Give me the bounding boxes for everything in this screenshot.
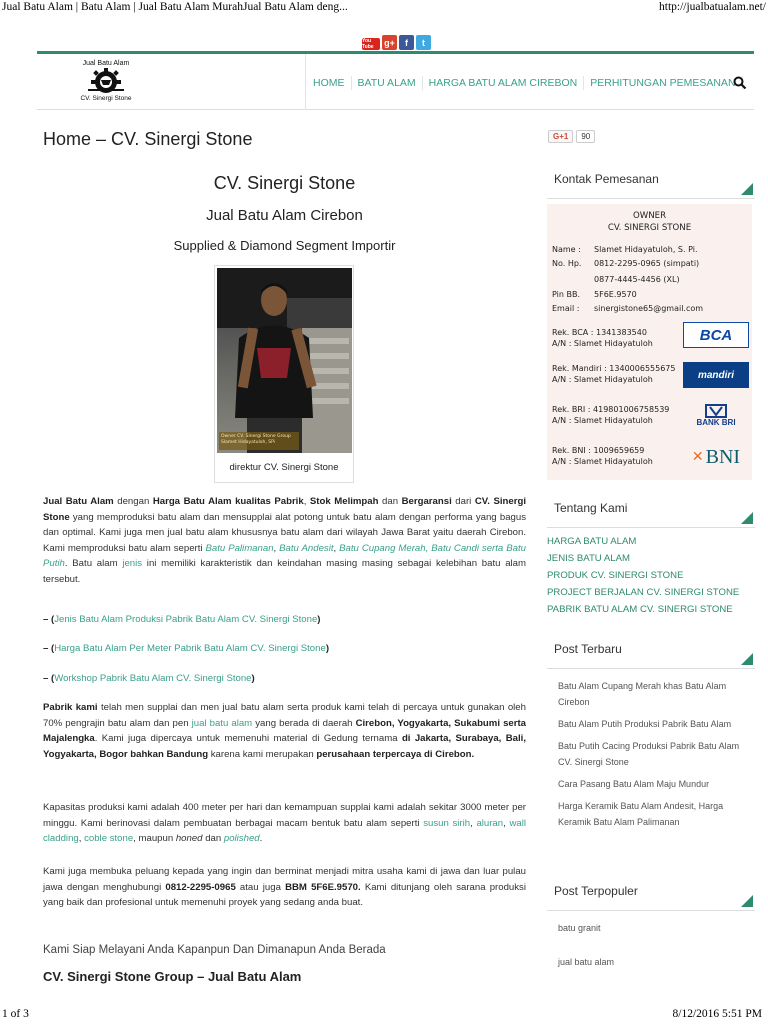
text: , — [503, 817, 510, 829]
text-bold: Harga Batu Alam kualitas Pabrik — [152, 496, 304, 507]
link-jenis[interactable]: jenis — [122, 558, 143, 570]
bri-logo-text: BANK BRI — [696, 417, 736, 427]
about-link-produk[interactable]: PRODUK CV. SINERGI STONE — [547, 570, 684, 581]
about-link-jenis-batu-alam[interactable]: JENIS BATU ALAM — [547, 553, 630, 564]
gplus-count: 90 — [576, 130, 595, 143]
nav-batu-alam[interactable]: BATU ALAM — [352, 76, 423, 90]
link-batu-andesit[interactable]: Batu Andesit — [279, 542, 334, 554]
photo-overlay-text: Owner CV. Sinergi Stone Group Slamet Hidayatuloh, SPi — [221, 434, 291, 445]
about-link-harga-batu-alam[interactable]: HARGA BATU ALAM — [547, 536, 637, 547]
corner-triangle-icon — [741, 183, 753, 195]
text: . Kami juga dipercaya untuk memenuhi material di Gedung ternama — [94, 733, 402, 745]
link-suffix: ) — [325, 643, 330, 654]
contact-row — [552, 275, 680, 284]
link-line — [43, 641, 526, 657]
mandiri-logo-icon: mandiri — [683, 362, 749, 388]
gplus-button[interactable]: G+1 — [548, 130, 573, 143]
widget-contact-header — [547, 171, 755, 199]
main-nav — [307, 76, 743, 90]
bri-logo-icon — [683, 402, 749, 428]
recent-post-link[interactable]: Batu Putih Cacing Produksi Pabrik Batu Alam CV. Sinergi Stone — [558, 741, 740, 767]
contact-value: 0877-4445-4456 (XL) — [594, 275, 680, 284]
page-title: Home – CV. Sinergi Stone — [43, 129, 253, 149]
contact-row — [552, 259, 699, 268]
text: yang memproduksi batu alam dan mensupplai alat potong untuk batu alam dengan performa yang bagus dan optimal. Kami juga men jual batu alam khususnya batu alam dari wilayah Jawa Barat yaitu daerah Cirebon. Kami memproduksi batu alam seperti — [43, 511, 526, 554]
about-link-pabrik[interactable]: PABRIK BATU ALAM CV. SINERGI STONE — [547, 604, 733, 615]
site-header — [37, 54, 754, 110]
text: Kapasitas produksi kami adalah 400 meter per hari dan kemampuan supplai kami adalah sekitar 3000 meter per minggu. Kami berinovasi dalam pembuatan berbagai macam bentuk batu alam seperti — [43, 802, 526, 829]
link-line — [43, 671, 526, 687]
text: , maupun — [133, 833, 176, 845]
link-batu-palimanan[interactable]: Batu Palimanan — [205, 542, 274, 554]
bca-logo-icon: BCA — [683, 322, 749, 348]
nav-separator — [305, 54, 306, 110]
recent-post-link[interactable]: Batu Alam Putih Produksi Pabrik Batu Alam — [558, 719, 732, 729]
widget-title: Kontak Pemesanan — [554, 172, 659, 186]
owner-block — [547, 210, 752, 234]
intro-paragraph — [43, 494, 526, 588]
text: dengan — [113, 496, 153, 507]
text: yang berada di daerah — [252, 717, 356, 729]
corner-triangle-icon — [741, 895, 753, 907]
phone-number: 0812-2295-0965 — [165, 881, 236, 893]
social-bar — [362, 35, 431, 50]
about-links — [547, 533, 739, 618]
popular-post-link[interactable]: batu granit — [558, 923, 601, 933]
link-line — [43, 612, 526, 628]
text-bold: Jual Batu Alam — [43, 496, 114, 507]
about-link-project[interactable]: PROJECT BERJALAN CV. SINERGI STONE — [547, 587, 740, 598]
text: dan — [202, 833, 224, 845]
text: , — [470, 817, 477, 829]
bank-account: Rek. Mandiri : 1340006555675 — [552, 364, 676, 373]
gplus-share — [548, 130, 595, 143]
contact-key: Name : — [552, 245, 581, 254]
link-aluran[interactable]: aluran — [476, 817, 504, 829]
text: Kami ditunjang oleh sarana produksi yang baik dan profesional untuk memenuhi proyek yang sedang anda buat. — [43, 881, 526, 909]
text: atau juga — [235, 881, 286, 893]
bank-bca — [552, 328, 653, 349]
search-icon[interactable] — [733, 76, 747, 90]
corner-triangle-icon — [741, 653, 753, 665]
contact-key: Email : — [552, 304, 580, 313]
text-bold: Cirebon, Yogyakarta, Sukabumi serta Majalengka — [43, 717, 527, 745]
popular-post-link[interactable]: jual batu alam — [558, 957, 615, 967]
print-header — [0, 0, 768, 18]
contact-row — [552, 245, 698, 254]
facebook-icon[interactable]: f — [399, 35, 414, 50]
link-coble-stone[interactable]: coble stone — [84, 833, 134, 845]
link-susun-sirih[interactable]: susun sirih — [423, 817, 471, 829]
link-suffix: ) — [317, 614, 321, 625]
text-bold: Stok Melimpah — [309, 496, 379, 507]
widget-title: Post Terpopuler — [554, 884, 638, 898]
text: karena kami merupakan — [208, 748, 317, 760]
print-page-number: 1 of 3 — [2, 1008, 29, 1020]
recent-post-link[interactable]: Batu Alam Cupang Merah khas Batu Alam Cirebon — [558, 681, 727, 707]
print-footer — [0, 1004, 768, 1024]
company-tagline: Supplied & Diamond Segment Importir — [173, 238, 396, 253]
contact-value: Slamet Hidayatuloh, S. Pi. — [594, 245, 698, 254]
contact-key: Pin BB. — [552, 290, 581, 299]
print-header-url: http://jualbatualam.net/ — [659, 1, 766, 13]
twitter-icon[interactable]: t — [416, 35, 431, 50]
partner-paragraph — [43, 864, 526, 911]
group-heading: CV. Sinergi Stone Group – Jual Batu Alam — [43, 969, 302, 984]
text: , — [78, 833, 85, 845]
bni-logo-icon — [683, 444, 749, 470]
widget-title: Tentang Kami — [554, 501, 628, 515]
contact-row — [552, 290, 637, 299]
text: , — [273, 542, 280, 554]
capacity-paragraph — [43, 800, 526, 847]
google-plus-icon[interactable]: g+ — [382, 35, 397, 50]
logo-gear-icon — [86, 68, 126, 94]
site-logo[interactable] — [71, 60, 141, 106]
recent-posts — [558, 678, 753, 836]
text: dan — [378, 496, 402, 507]
text-bold: Bergaransi — [401, 496, 452, 507]
link-workshop[interactable]: Workshop Pabrik Batu Alam CV. Sinergi Stone — [54, 673, 252, 684]
recent-post-link[interactable]: Cara Pasang Batu Alam Maju Mundur — [558, 779, 710, 789]
bbm-pin: BBM 5F6E.9570. — [285, 881, 361, 893]
owner-label: OWNER — [632, 211, 667, 221]
widget-title: Post Terbaru — [554, 642, 622, 656]
text: , — [425, 542, 432, 554]
nav-home[interactable]: HOME — [307, 76, 352, 90]
text: , — [303, 496, 310, 507]
bank-holder: A/N : Slamet Hidayatuloh — [552, 415, 653, 425]
photo-caption: direktur CV. Sinergi Stone — [229, 462, 339, 473]
text-bold: CV. Sinergi Stone — [43, 496, 527, 523]
bank-mandiri — [552, 364, 675, 385]
company-heading: CV. Sinergi Stone — [213, 173, 356, 193]
director-photo[interactable] — [217, 268, 352, 453]
logo-brand: Jual Batu Alam — [82, 60, 130, 67]
service-lead: Kami Siap Melayani Anda Kapanpun Dan Dimanapun Anda Berada — [43, 944, 386, 956]
nav-perhitungan-pemesanan[interactable]: PERHITUNGAN PEMESANAN — [584, 76, 742, 90]
print-timestamp: 8/12/2016 5:51 PM — [672, 1008, 762, 1020]
text: . — [259, 833, 263, 845]
link-prefix: – ( — [43, 673, 55, 684]
link-wall-cladding[interactable]: wall cladding — [43, 817, 526, 845]
corner-triangle-icon — [741, 512, 753, 524]
recent-post-link[interactable]: Harga Keramik Batu Alam Andesit, Harga Keramik Batu Alam Palimanan — [558, 801, 724, 827]
logo-company: CV. Sinergi Stone — [80, 95, 132, 102]
bank-account: Rek. BNI : 1009659659 — [552, 446, 645, 455]
link-polished[interactable]: polished — [223, 833, 260, 845]
link-prefix: – ( — [43, 614, 55, 625]
director-photo-card — [214, 265, 354, 483]
text: . Batu alam — [64, 558, 123, 570]
text: , — [333, 542, 340, 554]
text: dari — [451, 496, 475, 507]
owner-company: CV. SINERGI STONE — [607, 223, 692, 233]
link-jual-batu-alam[interactable]: jual batu alam — [191, 717, 253, 729]
widget-recent-header — [547, 641, 755, 669]
text-bold: perusahaan terpercaya di Cirebon. — [316, 748, 475, 760]
link-batu-cupang-merah[interactable]: Batu Cupang Merah — [339, 542, 426, 554]
youtube-icon[interactable]: You Tube — [362, 38, 380, 50]
bni-logo-text: BNI — [705, 445, 741, 468]
text: ini memiliki karakteristik dan keindahan masing masing sebagai kelebihan batu alam tersebut. — [43, 558, 526, 585]
text-bold: di Jakarta, Surabaya, Bali, Yogyakarta, Bogor bahkan Bandung — [43, 733, 526, 760]
link-harga-batu-alam[interactable]: Harga Batu Alam Per Meter Pabrik Batu Alam CV. Sinergi Stone — [54, 643, 326, 654]
contact-card — [547, 204, 752, 480]
contact-value: 0812-2295-0965 (simpati) — [594, 259, 700, 268]
widget-about-header — [547, 500, 755, 528]
factory-paragraph — [43, 700, 526, 762]
nav-harga-batu-alam-cirebon[interactable]: HARGA BATU ALAM CIREBON — [423, 76, 585, 90]
bank-bni — [552, 446, 653, 467]
company-subheading: Jual Batu Alam Cirebon — [206, 207, 363, 224]
link-prefix: – ( — [43, 643, 55, 654]
link-jenis-batu-alam[interactable]: Jenis Batu Alam Produksi Pabrik Batu Alam CV. Sinergi Stone — [54, 614, 318, 625]
text: telah men supplai dan men jual batu alam serta produk kami telah di percaya untuk gunakan oleh 70% pengrajin batu alam dan pen — [43, 702, 526, 729]
link-batu-candi[interactable]: Batu Candi — [431, 542, 479, 554]
contact-key: No. Hp. — [552, 259, 582, 268]
link-suffix: ) — [251, 673, 255, 684]
widget-popular-header — [547, 883, 755, 911]
bni-mark-icon: ✕ — [691, 449, 704, 465]
bank-account: Rek. BRI : 419801006758539 — [552, 405, 670, 414]
link-batu-putih[interactable]: Batu Putih — [43, 542, 526, 570]
contact-row — [552, 304, 703, 313]
contact-email[interactable]: sinergistone65@gmail.com — [594, 304, 704, 313]
text-bold: Pabrik kami — [43, 702, 98, 713]
bank-holder: A/N : Slamet Hidayatuloh — [552, 456, 653, 466]
text: Kami juga membuka peluang kepada yang ingin dan berminat menjadi mitra usaha kami di jawa dan luar pulau jawa dengan menghubungi — [43, 866, 526, 893]
text: serta — [478, 542, 507, 554]
contact-value: 5F6E.9570 — [594, 290, 637, 299]
popular-posts — [558, 920, 753, 976]
bank-account: Rek. BCA : 1341383540 — [552, 328, 647, 337]
bank-holder: A/N : Slamet Hidayatuloh — [552, 374, 653, 384]
print-header-title: Jual Batu Alam | Batu Alam | Jual Batu Alam MurahJual Batu Alam deng... — [2, 1, 348, 13]
bank-holder: A/N : Slamet Hidayatuloh — [552, 338, 653, 348]
text-italic: honed — [175, 833, 203, 845]
bank-bri — [552, 405, 669, 426]
